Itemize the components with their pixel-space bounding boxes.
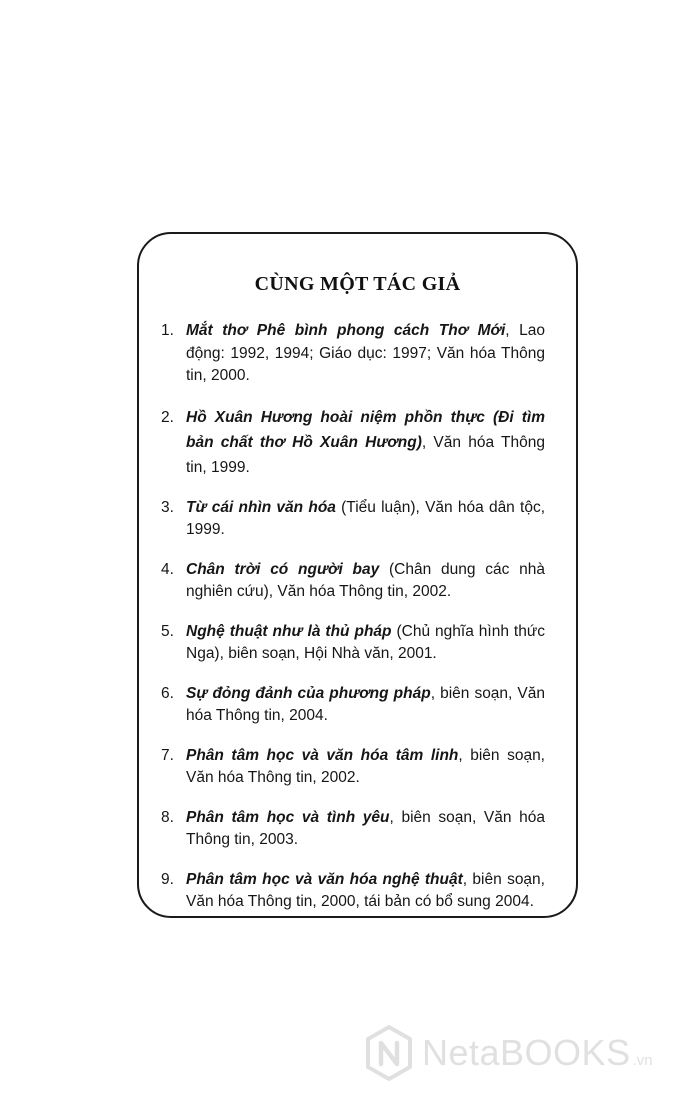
book-item-1: [139, 320, 576, 388]
book-item-9: [139, 869, 576, 914]
book-number: 6.: [161, 684, 174, 702]
book-number: 9.: [161, 870, 174, 888]
watermark-suffix: .vn: [632, 1051, 653, 1069]
book-detail: , Lao động: 1992, 1994; Giáo dục: 1997; Văn hóa Thông tin, 2000.: [186, 322, 545, 384]
book-item-5: [139, 621, 576, 666]
book-number: 3.: [161, 498, 174, 516]
book-item-7: [139, 745, 576, 790]
book-title: Từ cái nhìn văn hóa: [186, 498, 336, 516]
book-title: Mắt thơ Phê bình phong cách Thơ Mới: [186, 322, 506, 339]
book-detail: (Chủ nghĩa hình thức Nga), biên soạn, Hội Nhà văn, 2001.: [186, 622, 545, 662]
book-item-6: [139, 683, 576, 728]
book-detail: , Văn hóa Thông tin, 1999.: [186, 433, 545, 476]
book-detail: , biên soạn, Văn hóa Thông tin, 2002.: [186, 746, 545, 786]
book-title: Phân tâm học và văn hóa tâm linh: [186, 746, 459, 764]
book-number: 4.: [161, 560, 174, 578]
book-item-2: [139, 405, 576, 480]
book-item-4: [139, 559, 576, 604]
book-number: 8.: [161, 808, 174, 826]
book-title: Nghệ thuật như là thủ pháp: [186, 622, 392, 640]
book-title: Phân tâm học và tình yêu: [186, 808, 390, 826]
book-title: Sự đỏng đảnh của phương pháp: [186, 684, 431, 702]
author-works-box: [137, 232, 578, 918]
book-number: 5.: [161, 622, 174, 640]
book-list: [139, 320, 576, 931]
book-detail: , biên soạn, Văn hóa Thông tin, 2000, tái bản có bổ sung 2004.: [186, 870, 545, 910]
book-item-8: [139, 807, 576, 852]
book-detail: (Tiểu luận), Văn hóa dân tộc, 1999.: [186, 498, 546, 538]
book-item-3: [139, 497, 576, 542]
book-title: Phân tâm học và văn hóa nghệ thuật: [186, 870, 463, 888]
book-number: 7.: [161, 746, 174, 764]
book-title: Hồ Xuân Hương hoài niệm phồn thực (Đi tìm bản chất thơ Hồ Xuân Hương): [186, 408, 545, 451]
watermark-brand: NetaBOOKS: [422, 1032, 631, 1073]
box-title: CÙNG MỘT TÁC GIẢ: [254, 273, 461, 295]
book-detail: (Chân dung các nhà nghiên cứu), Văn hóa Thông tin, 2002.: [186, 560, 545, 600]
book-title: Chân trời có người bay: [186, 560, 380, 578]
netabooks-watermark: [364, 1018, 653, 1088]
book-number: 2.: [161, 408, 174, 426]
neta-logo-icon: [364, 1024, 414, 1082]
book-detail: , biên soạn, Văn hóa Thông tin, 2003.: [186, 808, 545, 848]
book-detail: , biên soạn, Văn hóa Thông tin, 2004.: [186, 684, 545, 724]
book-number: 1.: [161, 322, 174, 339]
